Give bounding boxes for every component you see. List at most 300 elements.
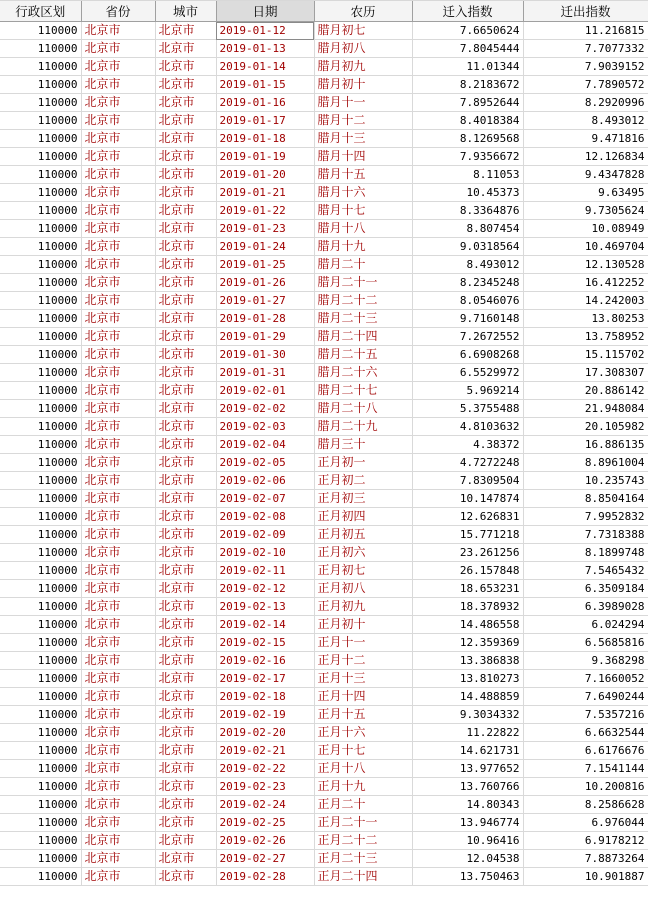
cell-inflow-index[interactable]: 11.01344 <box>412 58 523 76</box>
table-row[interactable] <box>0 148 648 166</box>
column-header-date[interactable]: 日期 <box>216 1 314 22</box>
cell-region-code[interactable]: 110000 <box>0 454 81 472</box>
cell-city[interactable]: 北京市 <box>155 508 216 526</box>
cell-outflow-index[interactable]: 13.758952 <box>523 328 648 346</box>
cell-date[interactable]: 2019-02-20 <box>216 724 314 742</box>
table-row[interactable] <box>0 814 648 832</box>
table-row[interactable] <box>0 22 648 40</box>
table-row[interactable] <box>0 454 648 472</box>
cell-lunar-date[interactable]: 正月十二 <box>314 652 412 670</box>
cell-region-code[interactable]: 110000 <box>0 508 81 526</box>
cell-inflow-index[interactable]: 18.653231 <box>412 580 523 598</box>
cell-inflow-index[interactable]: 9.7160148 <box>412 310 523 328</box>
table-row[interactable] <box>0 670 648 688</box>
table-row[interactable] <box>0 868 648 886</box>
cell-province[interactable]: 北京市 <box>81 490 155 508</box>
cell-province[interactable]: 北京市 <box>81 814 155 832</box>
cell-lunar-date[interactable]: 正月十八 <box>314 760 412 778</box>
cell-inflow-index[interactable]: 7.6650624 <box>412 22 523 40</box>
cell-lunar-date[interactable]: 腊月初十 <box>314 76 412 94</box>
cell-province[interactable]: 北京市 <box>81 472 155 490</box>
cell-date[interactable]: 2019-01-19 <box>216 148 314 166</box>
cell-lunar-date[interactable]: 正月十三 <box>314 670 412 688</box>
cell-region-code[interactable]: 110000 <box>0 742 81 760</box>
cell-inflow-index[interactable]: 13.977652 <box>412 760 523 778</box>
cell-outflow-index[interactable]: 7.7890572 <box>523 76 648 94</box>
table-row[interactable] <box>0 40 648 58</box>
cell-lunar-date[interactable]: 腊月十九 <box>314 238 412 256</box>
cell-outflow-index[interactable]: 17.308307 <box>523 364 648 382</box>
cell-region-code[interactable]: 110000 <box>0 400 81 418</box>
cell-outflow-index[interactable]: 10.08949 <box>523 220 648 238</box>
cell-city[interactable]: 北京市 <box>155 724 216 742</box>
cell-city[interactable]: 北京市 <box>155 850 216 868</box>
cell-date[interactable]: 2019-01-26 <box>216 274 314 292</box>
cell-region-code[interactable]: 110000 <box>0 436 81 454</box>
cell-region-code[interactable]: 110000 <box>0 706 81 724</box>
cell-outflow-index[interactable]: 13.80253 <box>523 310 648 328</box>
cell-date[interactable]: 2019-01-16 <box>216 94 314 112</box>
cell-city[interactable]: 北京市 <box>155 184 216 202</box>
cell-inflow-index[interactable]: 7.8952644 <box>412 94 523 112</box>
cell-region-code[interactable]: 110000 <box>0 382 81 400</box>
cell-outflow-index[interactable]: 10.469704 <box>523 238 648 256</box>
cell-province[interactable]: 北京市 <box>81 616 155 634</box>
cell-lunar-date[interactable]: 正月初一 <box>314 454 412 472</box>
cell-province[interactable]: 北京市 <box>81 562 155 580</box>
cell-province[interactable]: 北京市 <box>81 778 155 796</box>
table-row[interactable] <box>0 418 648 436</box>
cell-inflow-index[interactable]: 9.0318564 <box>412 238 523 256</box>
table-row[interactable] <box>0 76 648 94</box>
cell-province[interactable]: 北京市 <box>81 580 155 598</box>
column-header-lunar-date[interactable]: 农历 <box>314 1 412 22</box>
cell-date[interactable]: 2019-02-14 <box>216 616 314 634</box>
cell-region-code[interactable]: 110000 <box>0 130 81 148</box>
cell-region-code[interactable]: 110000 <box>0 670 81 688</box>
cell-province[interactable]: 北京市 <box>81 418 155 436</box>
cell-city[interactable]: 北京市 <box>155 220 216 238</box>
cell-region-code[interactable]: 110000 <box>0 238 81 256</box>
cell-city[interactable]: 北京市 <box>155 166 216 184</box>
cell-region-code[interactable]: 110000 <box>0 850 81 868</box>
table-row[interactable] <box>0 436 648 454</box>
cell-province[interactable]: 北京市 <box>81 130 155 148</box>
cell-inflow-index[interactable]: 8.2345248 <box>412 274 523 292</box>
cell-date[interactable]: 2019-01-28 <box>216 310 314 328</box>
table-row[interactable] <box>0 526 648 544</box>
cell-lunar-date[interactable]: 正月初三 <box>314 490 412 508</box>
cell-city[interactable]: 北京市 <box>155 400 216 418</box>
table-row[interactable] <box>0 256 648 274</box>
cell-city[interactable]: 北京市 <box>155 814 216 832</box>
table-row[interactable] <box>0 400 648 418</box>
cell-lunar-date[interactable]: 正月初五 <box>314 526 412 544</box>
cell-province[interactable]: 北京市 <box>81 238 155 256</box>
cell-city[interactable]: 北京市 <box>155 454 216 472</box>
cell-inflow-index[interactable]: 8.1269568 <box>412 130 523 148</box>
cell-region-code[interactable]: 110000 <box>0 112 81 130</box>
cell-date[interactable]: 2019-02-01 <box>216 382 314 400</box>
cell-province[interactable]: 北京市 <box>81 652 155 670</box>
cell-city[interactable]: 北京市 <box>155 562 216 580</box>
cell-date[interactable]: 2019-02-11 <box>216 562 314 580</box>
cell-outflow-index[interactable]: 6.976044 <box>523 814 648 832</box>
cell-lunar-date[interactable]: 腊月十六 <box>314 184 412 202</box>
cell-city[interactable]: 北京市 <box>155 238 216 256</box>
cell-region-code[interactable]: 110000 <box>0 724 81 742</box>
cell-outflow-index[interactable]: 15.115702 <box>523 346 648 364</box>
cell-outflow-index[interactable]: 7.9039152 <box>523 58 648 76</box>
cell-inflow-index[interactable]: 6.5529972 <box>412 364 523 382</box>
cell-inflow-index[interactable]: 13.750463 <box>412 868 523 886</box>
cell-lunar-date[interactable]: 正月十六 <box>314 724 412 742</box>
cell-lunar-date[interactable]: 正月十九 <box>314 778 412 796</box>
table-row[interactable] <box>0 616 648 634</box>
cell-date[interactable]: 2019-02-25 <box>216 814 314 832</box>
table-row[interactable] <box>0 238 648 256</box>
cell-outflow-index[interactable]: 12.126834 <box>523 148 648 166</box>
cell-outflow-index[interactable]: 9.368298 <box>523 652 648 670</box>
cell-outflow-index[interactable]: 6.5685816 <box>523 634 648 652</box>
cell-inflow-index[interactable]: 4.8103632 <box>412 418 523 436</box>
table-row[interactable] <box>0 724 648 742</box>
cell-outflow-index[interactable]: 12.130528 <box>523 256 648 274</box>
cell-city[interactable]: 北京市 <box>155 670 216 688</box>
cell-lunar-date[interactable]: 正月二十四 <box>314 868 412 886</box>
cell-city[interactable]: 北京市 <box>155 148 216 166</box>
cell-date[interactable]: 2019-02-09 <box>216 526 314 544</box>
cell-lunar-date[interactable]: 正月初十 <box>314 616 412 634</box>
cell-outflow-index[interactable]: 10.200816 <box>523 778 648 796</box>
cell-province[interactable]: 北京市 <box>81 184 155 202</box>
column-header-inflow-index[interactable]: 迁入指数 <box>412 1 523 22</box>
cell-inflow-index[interactable]: 7.8045444 <box>412 40 523 58</box>
cell-lunar-date[interactable]: 腊月二十七 <box>314 382 412 400</box>
cell-region-code[interactable]: 110000 <box>0 418 81 436</box>
cell-inflow-index[interactable]: 5.969214 <box>412 382 523 400</box>
cell-lunar-date[interactable]: 腊月十一 <box>314 94 412 112</box>
cell-lunar-date[interactable]: 腊月二十五 <box>314 346 412 364</box>
table-row[interactable] <box>0 292 648 310</box>
cell-region-code[interactable]: 110000 <box>0 472 81 490</box>
table-row[interactable] <box>0 850 648 868</box>
cell-province[interactable]: 北京市 <box>81 850 155 868</box>
table-row[interactable] <box>0 508 648 526</box>
cell-province[interactable]: 北京市 <box>81 292 155 310</box>
table-row[interactable] <box>0 562 648 580</box>
cell-outflow-index[interactable]: 7.9952832 <box>523 508 648 526</box>
table-row[interactable] <box>0 634 648 652</box>
table-row[interactable] <box>0 778 648 796</box>
cell-lunar-date[interactable]: 腊月二十三 <box>314 310 412 328</box>
cell-lunar-date[interactable]: 正月二十二 <box>314 832 412 850</box>
cell-outflow-index[interactable]: 6.6632544 <box>523 724 648 742</box>
cell-province[interactable]: 北京市 <box>81 508 155 526</box>
cell-city[interactable]: 北京市 <box>155 256 216 274</box>
cell-city[interactable]: 北京市 <box>155 778 216 796</box>
cell-outflow-index[interactable]: 20.105982 <box>523 418 648 436</box>
cell-inflow-index[interactable]: 4.38372 <box>412 436 523 454</box>
cell-region-code[interactable]: 110000 <box>0 562 81 580</box>
cell-outflow-index[interactable]: 7.5465432 <box>523 562 648 580</box>
cell-lunar-date[interactable]: 正月十五 <box>314 706 412 724</box>
cell-date[interactable]: 2019-02-28 <box>216 868 314 886</box>
column-header-city[interactable]: 城市 <box>155 1 216 22</box>
cell-outflow-index[interactable]: 7.7318388 <box>523 526 648 544</box>
cell-lunar-date[interactable]: 腊月二十二 <box>314 292 412 310</box>
cell-date[interactable]: 2019-02-15 <box>216 634 314 652</box>
cell-inflow-index[interactable]: 8.11053 <box>412 166 523 184</box>
table-row[interactable] <box>0 220 648 238</box>
cell-lunar-date[interactable]: 腊月二十一 <box>314 274 412 292</box>
cell-inflow-index[interactable]: 8.0546076 <box>412 292 523 310</box>
cell-outflow-index[interactable]: 9.471816 <box>523 130 648 148</box>
cell-lunar-date[interactable]: 正月十一 <box>314 634 412 652</box>
column-header-province[interactable]: 省份 <box>81 1 155 22</box>
cell-lunar-date[interactable]: 腊月初八 <box>314 40 412 58</box>
table-row[interactable] <box>0 130 648 148</box>
cell-region-code[interactable]: 110000 <box>0 652 81 670</box>
cell-inflow-index[interactable]: 5.3755488 <box>412 400 523 418</box>
cell-inflow-index[interactable]: 13.386838 <box>412 652 523 670</box>
cell-inflow-index[interactable]: 11.22822 <box>412 724 523 742</box>
cell-inflow-index[interactable]: 4.7272248 <box>412 454 523 472</box>
table-row[interactable] <box>0 328 648 346</box>
cell-inflow-index[interactable]: 14.80343 <box>412 796 523 814</box>
cell-city[interactable]: 北京市 <box>155 58 216 76</box>
cell-date[interactable]: 2019-02-08 <box>216 508 314 526</box>
table-row[interactable] <box>0 364 648 382</box>
cell-date[interactable]: 2019-02-10 <box>216 544 314 562</box>
cell-date[interactable]: 2019-01-23 <box>216 220 314 238</box>
cell-date[interactable]: 2019-02-04 <box>216 436 314 454</box>
cell-province[interactable]: 北京市 <box>81 598 155 616</box>
cell-province[interactable]: 北京市 <box>81 202 155 220</box>
cell-inflow-index[interactable]: 26.157848 <box>412 562 523 580</box>
cell-inflow-index[interactable]: 8.807454 <box>412 220 523 238</box>
cell-region-code[interactable]: 110000 <box>0 544 81 562</box>
cell-lunar-date[interactable]: 正月初二 <box>314 472 412 490</box>
cell-inflow-index[interactable]: 13.760766 <box>412 778 523 796</box>
cell-date[interactable]: 2019-02-24 <box>216 796 314 814</box>
cell-inflow-index[interactable]: 12.359369 <box>412 634 523 652</box>
cell-inflow-index[interactable]: 7.8309504 <box>412 472 523 490</box>
cell-outflow-index[interactable]: 7.1541144 <box>523 760 648 778</box>
cell-outflow-index[interactable]: 8.8961004 <box>523 454 648 472</box>
cell-date[interactable]: 2019-01-18 <box>216 130 314 148</box>
cell-outflow-index[interactable]: 8.493012 <box>523 112 648 130</box>
cell-city[interactable]: 北京市 <box>155 760 216 778</box>
cell-region-code[interactable]: 110000 <box>0 202 81 220</box>
cell-lunar-date[interactable]: 腊月初七 <box>314 22 412 40</box>
cell-province[interactable]: 北京市 <box>81 796 155 814</box>
cell-lunar-date[interactable]: 正月十七 <box>314 742 412 760</box>
cell-date[interactable]: 2019-02-21 <box>216 742 314 760</box>
cell-city[interactable]: 北京市 <box>155 130 216 148</box>
cell-date[interactable]: 2019-02-19 <box>216 706 314 724</box>
cell-outflow-index[interactable]: 21.948084 <box>523 400 648 418</box>
cell-outflow-index[interactable]: 8.8504164 <box>523 490 648 508</box>
cell-region-code[interactable]: 110000 <box>0 256 81 274</box>
column-header-region-code[interactable]: 行政区划 <box>0 1 81 22</box>
table-row[interactable] <box>0 184 648 202</box>
table-row[interactable] <box>0 472 648 490</box>
cell-province[interactable]: 北京市 <box>81 742 155 760</box>
table-row[interactable] <box>0 544 648 562</box>
cell-region-code[interactable]: 110000 <box>0 688 81 706</box>
cell-date[interactable]: 2019-01-29 <box>216 328 314 346</box>
cell-outflow-index[interactable]: 8.2920996 <box>523 94 648 112</box>
cell-region-code[interactable]: 110000 <box>0 490 81 508</box>
cell-region-code[interactable]: 110000 <box>0 814 81 832</box>
cell-outflow-index[interactable]: 6.024294 <box>523 616 648 634</box>
cell-province[interactable]: 北京市 <box>81 328 155 346</box>
table-row[interactable] <box>0 310 648 328</box>
table-row[interactable] <box>0 652 648 670</box>
table-row[interactable] <box>0 490 648 508</box>
cell-lunar-date[interactable]: 腊月三十 <box>314 436 412 454</box>
cell-lunar-date[interactable]: 正月二十一 <box>314 814 412 832</box>
cell-province[interactable]: 北京市 <box>81 832 155 850</box>
cell-city[interactable]: 北京市 <box>155 22 216 40</box>
cell-region-code[interactable]: 110000 <box>0 868 81 886</box>
cell-city[interactable]: 北京市 <box>155 706 216 724</box>
cell-province[interactable]: 北京市 <box>81 526 155 544</box>
table-row[interactable] <box>0 274 648 292</box>
cell-date[interactable]: 2019-01-13 <box>216 40 314 58</box>
cell-inflow-index[interactable]: 14.621731 <box>412 742 523 760</box>
cell-outflow-index[interactable]: 7.1660052 <box>523 670 648 688</box>
table-row[interactable] <box>0 832 648 850</box>
cell-lunar-date[interactable]: 正月初八 <box>314 580 412 598</box>
cell-lunar-date[interactable]: 腊月二十六 <box>314 364 412 382</box>
cell-province[interactable]: 北京市 <box>81 670 155 688</box>
table-row[interactable] <box>0 382 648 400</box>
cell-province[interactable]: 北京市 <box>81 310 155 328</box>
cell-inflow-index[interactable]: 12.04538 <box>412 850 523 868</box>
cell-city[interactable]: 北京市 <box>155 292 216 310</box>
cell-outflow-index[interactable]: 6.3989028 <box>523 598 648 616</box>
cell-outflow-index[interactable]: 8.2586628 <box>523 796 648 814</box>
cell-outflow-index[interactable]: 6.6176676 <box>523 742 648 760</box>
cell-outflow-index[interactable]: 7.7077332 <box>523 40 648 58</box>
cell-city[interactable]: 北京市 <box>155 364 216 382</box>
cell-inflow-index[interactable]: 10.96416 <box>412 832 523 850</box>
cell-date[interactable]: 2019-01-30 <box>216 346 314 364</box>
cell-inflow-index[interactable]: 10.147874 <box>412 490 523 508</box>
cell-date[interactable]: 2019-01-21 <box>216 184 314 202</box>
table-row[interactable] <box>0 202 648 220</box>
cell-region-code[interactable]: 110000 <box>0 166 81 184</box>
cell-region-code[interactable]: 110000 <box>0 796 81 814</box>
cell-region-code[interactable]: 110000 <box>0 310 81 328</box>
cell-city[interactable]: 北京市 <box>155 202 216 220</box>
cell-outflow-index[interactable]: 16.886135 <box>523 436 648 454</box>
cell-outflow-index[interactable]: 7.8873264 <box>523 850 648 868</box>
table-row[interactable] <box>0 796 648 814</box>
cell-date[interactable]: 2019-02-13 <box>216 598 314 616</box>
cell-city[interactable]: 北京市 <box>155 832 216 850</box>
cell-date[interactable]: 2019-01-12 <box>216 22 314 40</box>
cell-date[interactable]: 2019-01-27 <box>216 292 314 310</box>
cell-region-code[interactable]: 110000 <box>0 274 81 292</box>
cell-city[interactable]: 北京市 <box>155 526 216 544</box>
cell-lunar-date[interactable]: 正月初六 <box>314 544 412 562</box>
cell-inflow-index[interactable]: 10.45373 <box>412 184 523 202</box>
cell-date[interactable]: 2019-01-24 <box>216 238 314 256</box>
cell-city[interactable]: 北京市 <box>155 634 216 652</box>
table-row[interactable] <box>0 706 648 724</box>
cell-outflow-index[interactable]: 9.7305624 <box>523 202 648 220</box>
cell-region-code[interactable]: 110000 <box>0 220 81 238</box>
cell-city[interactable]: 北京市 <box>155 544 216 562</box>
cell-region-code[interactable]: 110000 <box>0 58 81 76</box>
cell-outflow-index[interactable]: 9.63495 <box>523 184 648 202</box>
cell-province[interactable]: 北京市 <box>81 256 155 274</box>
table-row[interactable] <box>0 760 648 778</box>
cell-date[interactable]: 2019-02-26 <box>216 832 314 850</box>
cell-lunar-date[interactable]: 正月初九 <box>314 598 412 616</box>
cell-inflow-index[interactable]: 8.493012 <box>412 256 523 274</box>
cell-region-code[interactable]: 110000 <box>0 22 81 40</box>
cell-province[interactable]: 北京市 <box>81 40 155 58</box>
cell-region-code[interactable]: 110000 <box>0 598 81 616</box>
cell-lunar-date[interactable]: 正月二十 <box>314 796 412 814</box>
cell-date[interactable]: 2019-01-20 <box>216 166 314 184</box>
cell-province[interactable]: 北京市 <box>81 400 155 418</box>
cell-lunar-date[interactable]: 腊月十八 <box>314 220 412 238</box>
cell-date[interactable]: 2019-02-05 <box>216 454 314 472</box>
table-row[interactable] <box>0 346 648 364</box>
cell-province[interactable]: 北京市 <box>81 220 155 238</box>
table-row[interactable] <box>0 94 648 112</box>
cell-inflow-index[interactable]: 23.261256 <box>412 544 523 562</box>
cell-region-code[interactable]: 110000 <box>0 148 81 166</box>
cell-inflow-index[interactable]: 13.946774 <box>412 814 523 832</box>
cell-province[interactable]: 北京市 <box>81 94 155 112</box>
cell-city[interactable]: 北京市 <box>155 418 216 436</box>
cell-city[interactable]: 北京市 <box>155 688 216 706</box>
cell-region-code[interactable]: 110000 <box>0 328 81 346</box>
cell-inflow-index[interactable]: 7.2672552 <box>412 328 523 346</box>
cell-region-code[interactable]: 110000 <box>0 94 81 112</box>
cell-inflow-index[interactable]: 18.378932 <box>412 598 523 616</box>
cell-date[interactable]: 2019-02-27 <box>216 850 314 868</box>
cell-inflow-index[interactable]: 8.2183672 <box>412 76 523 94</box>
cell-lunar-date[interactable]: 腊月二十八 <box>314 400 412 418</box>
cell-outflow-index[interactable]: 20.886142 <box>523 382 648 400</box>
cell-city[interactable]: 北京市 <box>155 328 216 346</box>
cell-province[interactable]: 北京市 <box>81 688 155 706</box>
cell-date[interactable]: 2019-02-18 <box>216 688 314 706</box>
cell-lunar-date[interactable]: 腊月十二 <box>314 112 412 130</box>
cell-region-code[interactable]: 110000 <box>0 184 81 202</box>
cell-city[interactable]: 北京市 <box>155 76 216 94</box>
cell-province[interactable]: 北京市 <box>81 760 155 778</box>
cell-province[interactable]: 北京市 <box>81 868 155 886</box>
table-row[interactable] <box>0 58 648 76</box>
cell-city[interactable]: 北京市 <box>155 616 216 634</box>
cell-city[interactable]: 北京市 <box>155 112 216 130</box>
cell-city[interactable]: 北京市 <box>155 796 216 814</box>
cell-date[interactable]: 2019-01-25 <box>216 256 314 274</box>
cell-outflow-index[interactable]: 14.242003 <box>523 292 648 310</box>
cell-lunar-date[interactable]: 正月初七 <box>314 562 412 580</box>
cell-inflow-index[interactable]: 7.9356672 <box>412 148 523 166</box>
cell-outflow-index[interactable]: 9.4347828 <box>523 166 648 184</box>
cell-date[interactable]: 2019-01-31 <box>216 364 314 382</box>
